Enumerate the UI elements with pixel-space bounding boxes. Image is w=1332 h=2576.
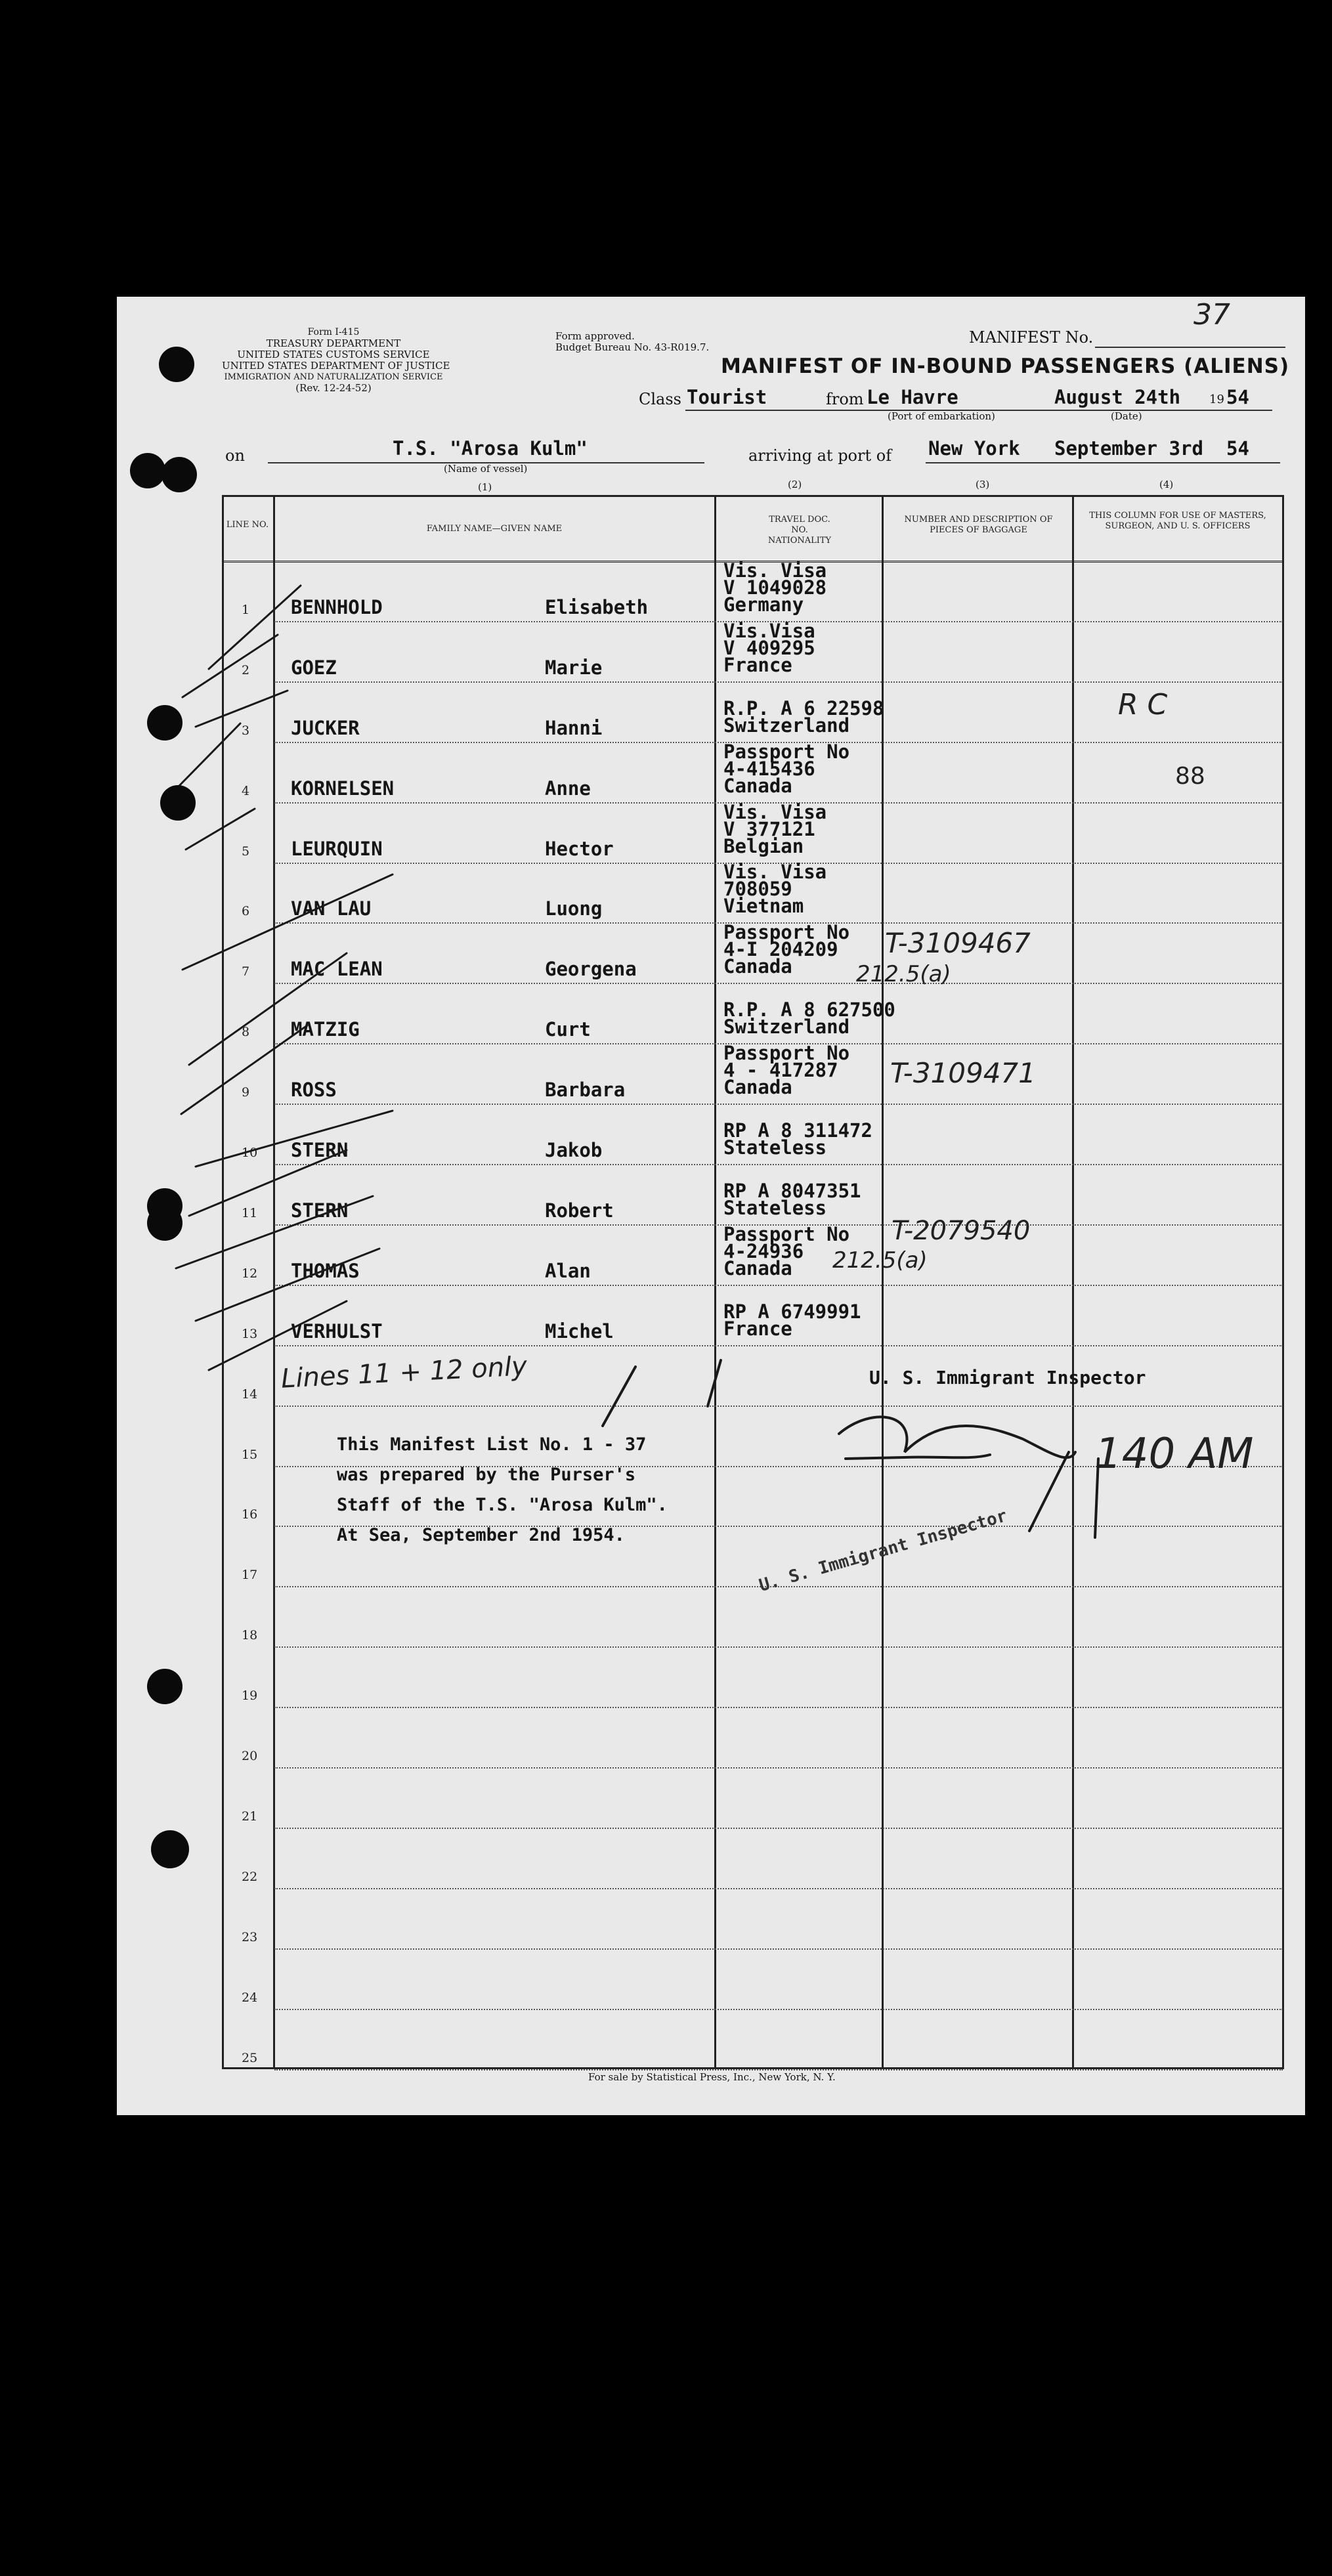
manifest-page	[117, 297, 1305, 2115]
header-baggage: NUMBER AND DESCRIPTION OF PIECES OF BAGGAGE	[904, 515, 1053, 535]
dept-ins: IMMIGRATION AND NATURALIZATION SERVICE	[224, 372, 443, 382]
line-number: 10	[242, 1146, 258, 1160]
travel-doc-line: Canada	[723, 774, 792, 797]
line-number: 11	[242, 1205, 258, 1220]
travel-doc-line: V 1049028	[723, 576, 827, 599]
family-name: STERN	[291, 1139, 349, 1161]
line-number: 20	[242, 1749, 258, 1763]
travel-doc-line: 4-415436	[723, 757, 815, 780]
handwritten-88: 88	[1175, 763, 1205, 790]
given-name: Michel	[545, 1320, 614, 1342]
travel-doc-line: RP A 6749991	[723, 1300, 861, 1323]
line-number: 7	[242, 964, 250, 979]
port-caption: (Port of embarkation)	[888, 410, 995, 422]
from-label: from	[826, 390, 864, 408]
date-value: August 24th	[1054, 386, 1181, 408]
travel-doc-line: Canada	[723, 1256, 792, 1279]
travel-doc-line: Switzerland	[723, 1016, 850, 1039]
handwritten-section-1: 212.5(a)	[856, 961, 951, 987]
line-number: 4	[242, 783, 250, 798]
travel-doc-line: Passport No	[723, 1222, 850, 1245]
vessel-name: T.S. "Arosa Kulm"	[393, 437, 588, 460]
arrival-port: New York	[928, 437, 1020, 460]
travel-doc-line: Vis.Visa	[723, 619, 815, 642]
col-number-2: (2)	[788, 479, 802, 490]
header-line-no: LINE NO.	[226, 520, 269, 530]
line-number: 1	[242, 602, 250, 617]
family-name: VERHULST	[291, 1320, 383, 1342]
travel-doc-line: R.P. A 6 22598	[723, 697, 884, 719]
line-number: 24	[242, 1990, 258, 2005]
given-name: Jakob	[545, 1139, 603, 1161]
travel-doc-line: 4 - 417287	[723, 1059, 838, 1082]
year-prefix: 19	[1209, 393, 1224, 406]
binder-hole	[130, 453, 165, 488]
travel-doc-line: France	[723, 1317, 792, 1340]
col-number-4: (4)	[1159, 479, 1174, 490]
travel-doc-line: Passport No	[723, 740, 850, 763]
class-label: Class	[639, 390, 681, 408]
class-value: Tourist	[687, 386, 767, 408]
family-name: LEURQUIN	[291, 837, 383, 860]
line-number: 21	[242, 1809, 258, 1824]
line-number: 3	[242, 723, 250, 738]
travel-doc-line: RP A 8 311472	[723, 1119, 872, 1142]
travel-doc-line: RP A 8047351	[723, 1179, 861, 1202]
family-name: JUCKER	[291, 716, 360, 739]
arrival-date: September 3rd	[1054, 437, 1203, 460]
family-name: GOEZ	[291, 656, 337, 679]
line-number: 16	[242, 1507, 258, 1522]
form-number: Form I-415	[307, 327, 360, 337]
note-line-2: was prepared by the Purser's	[337, 1465, 636, 1485]
travel-doc-line: Stateless	[723, 1136, 827, 1159]
travel-doc-line: Germany	[723, 593, 804, 616]
travel-doc-line: 708059	[723, 878, 792, 901]
note-line-4: At Sea, September 2nd 1954.	[337, 1525, 625, 1545]
arrival-year: 54	[1226, 437, 1249, 460]
travel-doc-line: Switzerland	[723, 714, 850, 737]
dept-customs: UNITED STATES CUSTOMS SERVICE	[237, 349, 430, 360]
line-number: 2	[242, 662, 250, 677]
manifest-title: MANIFEST OF IN-BOUND PASSENGERS (ALIENS)	[721, 354, 1290, 378]
travel-doc-line: 4-I 204209	[723, 938, 838, 961]
travel-doc-line: R.P. A 8 627500	[723, 998, 895, 1021]
given-name: Alan	[545, 1259, 591, 1282]
date-caption: (Date)	[1111, 410, 1142, 422]
travel-doc-line: Stateless	[723, 1196, 827, 1219]
note-line-3: Staff of the T.S. "Arosa Kulm".	[337, 1495, 668, 1515]
header-officers: THIS COLUMN FOR USE OF MASTERS, SURGEON, AND U. S. OFFICERS	[1089, 511, 1266, 531]
signature-marks	[117, 297, 1305, 2115]
binder-hole	[161, 457, 197, 492]
family-name: KORNELSEN	[291, 777, 395, 800]
header-name: FAMILY NAME—GIVEN NAME	[426, 524, 563, 534]
handwritten-t-number-2: T-3109471	[890, 1057, 1036, 1089]
note-line-1: This Manifest List No. 1 - 37	[337, 1434, 647, 1455]
family-name: VAN LAU	[291, 897, 372, 920]
form-approved: Form approved.	[555, 330, 635, 342]
travel-doc-line: Vietnam	[723, 895, 804, 918]
from-value: Le Havre	[867, 386, 958, 408]
family-name: MATZIG	[291, 1018, 360, 1041]
given-name: Barbara	[545, 1079, 626, 1102]
binder-hole	[147, 1205, 183, 1241]
given-name: Georgena	[545, 958, 637, 981]
line-number: 13	[242, 1326, 258, 1341]
handwritten-section-2: 212.5(a)	[832, 1247, 928, 1274]
manifest-number: 37	[1193, 298, 1230, 332]
inspector-stamp: U. S. Immigrant Inspector	[869, 1367, 1146, 1388]
family-name: MAC LEAN	[291, 958, 383, 981]
given-name: Anne	[545, 777, 591, 800]
given-name: Hanni	[545, 716, 603, 739]
line-number: 6	[242, 904, 250, 919]
line-number: 15	[242, 1447, 258, 1462]
family-name: THOMAS	[291, 1259, 360, 1282]
binder-hole	[160, 785, 196, 821]
line-number: 25	[242, 2050, 258, 2065]
col-number-3: (3)	[976, 479, 990, 490]
footer-printer: For sale by Statistical Press, Inc., New York, N. Y.	[588, 2071, 836, 2083]
col-number-1: (1)	[478, 481, 492, 493]
family-name: STERN	[291, 1199, 349, 1222]
arriving-label: arriving at port of	[748, 446, 892, 465]
line-number: 14	[242, 1386, 258, 1402]
family-name: ROSS	[291, 1079, 337, 1102]
year-value: 54	[1226, 386, 1249, 408]
binder-hole	[147, 1669, 183, 1704]
travel-doc-line: 4-24936	[723, 1239, 804, 1262]
dept-treasury: TREASURY DEPARTMENT	[266, 337, 401, 349]
travel-doc-line: V 409295	[723, 636, 815, 659]
handwritten-time: 140 AM	[1095, 1430, 1254, 1478]
travel-doc-line: Vis. Visa	[723, 861, 827, 884]
family-name: BENNHOLD	[291, 595, 383, 618]
on-label: on	[225, 446, 245, 465]
line-number: 9	[242, 1085, 250, 1100]
line-number: 8	[242, 1025, 250, 1040]
line-number: 18	[242, 1628, 258, 1643]
given-name: Curt	[545, 1018, 591, 1041]
line-number: 5	[242, 844, 250, 859]
travel-doc-line: Vis. Visa	[723, 800, 827, 823]
travel-doc-line: France	[723, 653, 792, 676]
given-name: Robert	[545, 1199, 614, 1222]
travel-doc-line: Canada	[723, 1076, 792, 1099]
given-name: Marie	[545, 656, 603, 679]
handwritten-lines-note: Lines 11 + 12 only	[280, 1351, 528, 1394]
line-number: 23	[242, 1929, 258, 1944]
line-number: 22	[242, 1869, 258, 1884]
inspector-stamp-rotated: U. S. Immigrant Inspector	[757, 1506, 1010, 1596]
dept-justice: UNITED STATES DEPARTMENT OF JUSTICE	[222, 360, 450, 372]
binder-hole	[159, 347, 194, 382]
line-number: 17	[242, 1568, 258, 1583]
binder-hole	[151, 1830, 189, 1868]
travel-doc-line: V 377121	[723, 817, 815, 840]
travel-doc-line: Belgian	[723, 834, 804, 857]
budget-bureau: Budget Bureau No. 43-R019.7.	[555, 341, 710, 353]
travel-doc-line: Passport No	[723, 1042, 850, 1065]
travel-doc-line: Vis. Visa	[723, 559, 827, 582]
manifest-no-label: MANIFEST No.	[969, 328, 1094, 347]
form-revision: (Rev. 12-24-52)	[295, 382, 372, 394]
vessel-caption: (Name of vessel)	[444, 463, 528, 475]
travel-doc-line: Passport No	[723, 921, 850, 944]
handwritten-t-number-1: T-3109467	[885, 927, 1031, 959]
header-travel-doc: TRAVEL DOC. NO. NATIONALITY	[767, 515, 832, 546]
binder-hole	[147, 705, 183, 741]
line-number: 19	[242, 1688, 258, 1704]
given-name: Luong	[545, 897, 603, 920]
line-number: 12	[242, 1266, 258, 1281]
given-name: Hector	[545, 837, 614, 860]
given-name: Elisabeth	[545, 595, 649, 618]
handwritten-rc: R C	[1118, 688, 1168, 721]
handwritten-t-number-3: T-2079540	[892, 1216, 1031, 1246]
travel-doc-line: Canada	[723, 955, 792, 978]
